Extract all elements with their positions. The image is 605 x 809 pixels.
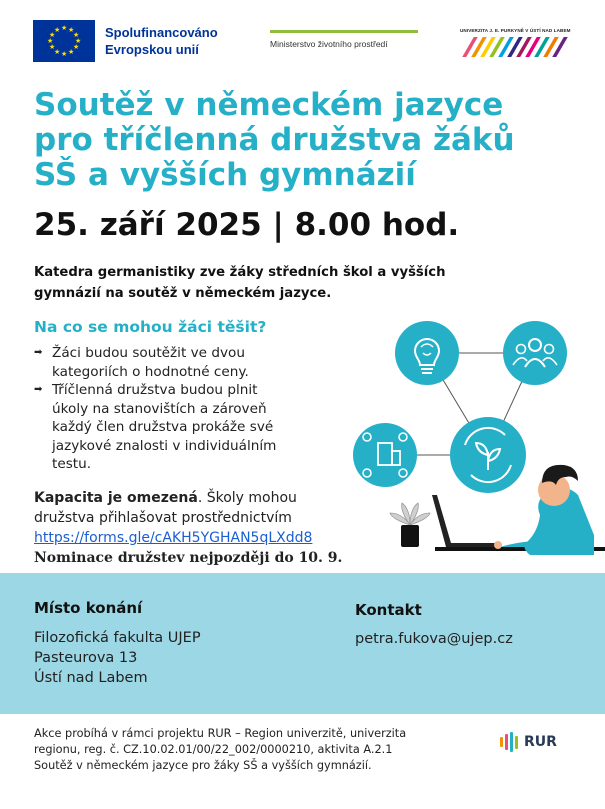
list-item	[34, 381, 334, 474]
nomination-deadline: Nominace družstev nejpozději do 10. 9.	[34, 550, 343, 566]
contact-heading: Kontakt	[355, 601, 422, 619]
list-item	[34, 344, 334, 381]
illustration	[345, 315, 605, 565]
title-line-3: SŠ a vyšších gymnázií	[34, 157, 416, 193]
page-title	[34, 88, 574, 193]
capacity-bold: Kapacita je omezená	[34, 490, 198, 506]
footer-line-1: Akce probíhá v rámci projektu RUR – Region univerzitě, univerzita	[34, 727, 407, 740]
brain-bulb-icon	[395, 321, 459, 385]
info-band	[0, 573, 605, 714]
university-logo	[460, 28, 578, 57]
ministry-name: Ministerstvo životního prostředí	[270, 39, 388, 49]
event-date: 25. září 2025 | 8.00 hod.	[34, 207, 460, 243]
benefit-2-line-2: úkoly na stanovištích a zároveň	[52, 400, 267, 417]
university-stripes-icon	[460, 37, 578, 57]
intro-line-1: Katedra germanistiky zve žáky středních škol a vyšších	[34, 265, 446, 280]
eu-flag-icon: ★ ★ ★ ★ ★ ★ ★ ★ ★ ★ ★ ★	[33, 20, 95, 62]
plant-pot-icon	[390, 503, 430, 547]
footer-line-3: Soutěž v německém jazyce pro žáky SŠ a vyšších gymnázií.	[34, 759, 372, 772]
contact-email[interactable]: petra.fukova@ujep.cz	[355, 631, 513, 647]
benefit-1-line-2: kategoriích o hodnotné ceny.	[52, 363, 249, 380]
eu-logo	[33, 20, 218, 62]
eu-line-1: Spolufinancováno	[105, 25, 218, 40]
footer-text	[34, 726, 464, 774]
benefit-2-line-4: jazykové znalosti v individuálním	[52, 437, 277, 454]
eu-logo-text	[105, 24, 218, 58]
benefit-2-line-5: testu.	[52, 456, 92, 472]
rur-bars-icon	[500, 732, 520, 752]
ministry-logo	[270, 30, 420, 49]
person-at-laptop-icon	[432, 465, 605, 555]
intro-text	[34, 262, 554, 304]
venue-address	[34, 628, 201, 688]
benefits-heading: Na co se mohou žáci těšit?	[34, 318, 267, 336]
eco-leaf-icon	[450, 417, 526, 493]
header-logos	[0, 0, 605, 80]
title-line-1: Soutěž v německém jazyce	[34, 87, 504, 123]
rur-label: RUR	[524, 734, 557, 750]
rur-logo	[500, 732, 557, 752]
benefits-list	[34, 344, 334, 474]
eu-line-2: Evropskou unií	[105, 42, 199, 57]
team-icon	[503, 321, 567, 385]
venue-line-1: Filozofická fakulta UJEP	[34, 630, 201, 646]
arrow-bullet-icon: ➡	[34, 347, 43, 358]
arrow-bullet-icon: ➡	[34, 384, 43, 395]
footer-line-2: regionu, reg. č. CZ.10.02.01/00/22_002/0000210, aktivita A.2.1	[34, 743, 393, 756]
venue-line-3: Ústí nad Labem	[34, 670, 148, 686]
benefit-1-line-1: Žáci budou soutěžit ve dvou	[52, 345, 245, 361]
title-line-2: pro tříčlenná družstva žáků	[34, 122, 515, 158]
intro-line-2: gymnázií na soutěž v německém jazyce.	[34, 286, 332, 301]
university-name: UNIVERZITA J. E. PURKYNĚ V ÚSTÍ NAD LABEM	[460, 28, 571, 33]
ministry-bar	[270, 30, 418, 33]
venue-heading: Místo konání	[34, 599, 143, 617]
benefit-2-line-1: Tříčlenná družstva budou plnit	[52, 382, 258, 398]
registration-link[interactable]: https://forms.gle/cAKH5YGHAN5qLXdd8	[34, 530, 313, 546]
capacity-rest: . Školy mohou	[197, 490, 297, 506]
capacity-line-2: družstva přihlašovat prostřednictvím	[34, 510, 292, 526]
venue-line-2: Pasteurova 13	[34, 650, 138, 666]
city-network-icon	[353, 423, 417, 487]
benefit-2-line-3: každý člen družstva prokáže své	[52, 419, 274, 435]
